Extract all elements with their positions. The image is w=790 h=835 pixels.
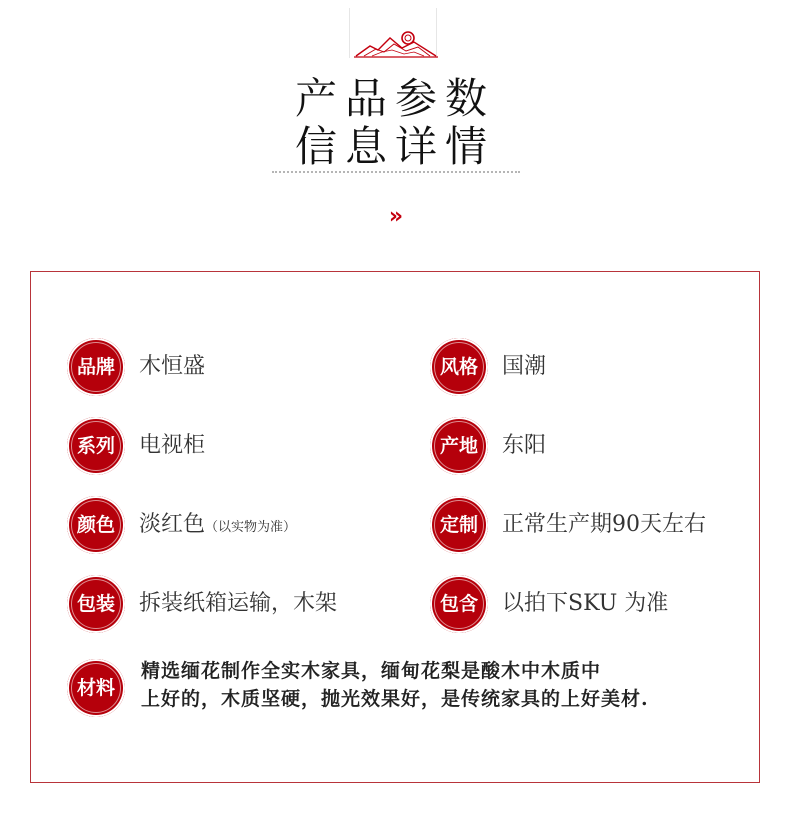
param-label: 产地 (439, 435, 478, 457)
param-value: 正常生产期90天左右 (502, 512, 706, 537)
param-value: 淡红色 (139, 512, 206, 537)
param-label: 品牌 (76, 356, 115, 378)
param-label: 包含 (439, 593, 478, 615)
title-divider (272, 171, 520, 173)
material-line2: 上好的，木质坚硬，抛光效果好，是传统家具的上好美材. (141, 688, 649, 710)
param-label: 风格 (439, 356, 478, 378)
params-panel (30, 271, 760, 783)
param-label: 颜色 (76, 514, 115, 536)
param-label: 包装 (76, 593, 115, 615)
param-label: 定制 (439, 514, 478, 536)
param-value: 拆装纸箱运输，木架 (139, 591, 338, 616)
page-title-line1: 产品参数 (294, 74, 495, 123)
param-label: 系列 (76, 435, 115, 457)
mountain-sun-icon (354, 26, 438, 60)
param-note: （以实物为准） (205, 520, 297, 535)
param-value: 木恒盛 (139, 354, 206, 379)
param-label: 材料 (76, 677, 115, 699)
double-chevron-icon: » (388, 204, 404, 229)
param-value: 电视柜 (139, 433, 206, 458)
param-value: 国潮 (502, 354, 547, 379)
param-value-wrap (139, 496, 296, 554)
page-title-line2: 信息详情 (294, 122, 495, 171)
material-line1: 精选缅花制作全实木家具，缅甸花梨是酸木中木质中 (141, 660, 602, 682)
param-value: 东阳 (502, 433, 547, 458)
param-value: 以拍下SKU 为准 (502, 591, 669, 616)
material-description (141, 657, 731, 713)
